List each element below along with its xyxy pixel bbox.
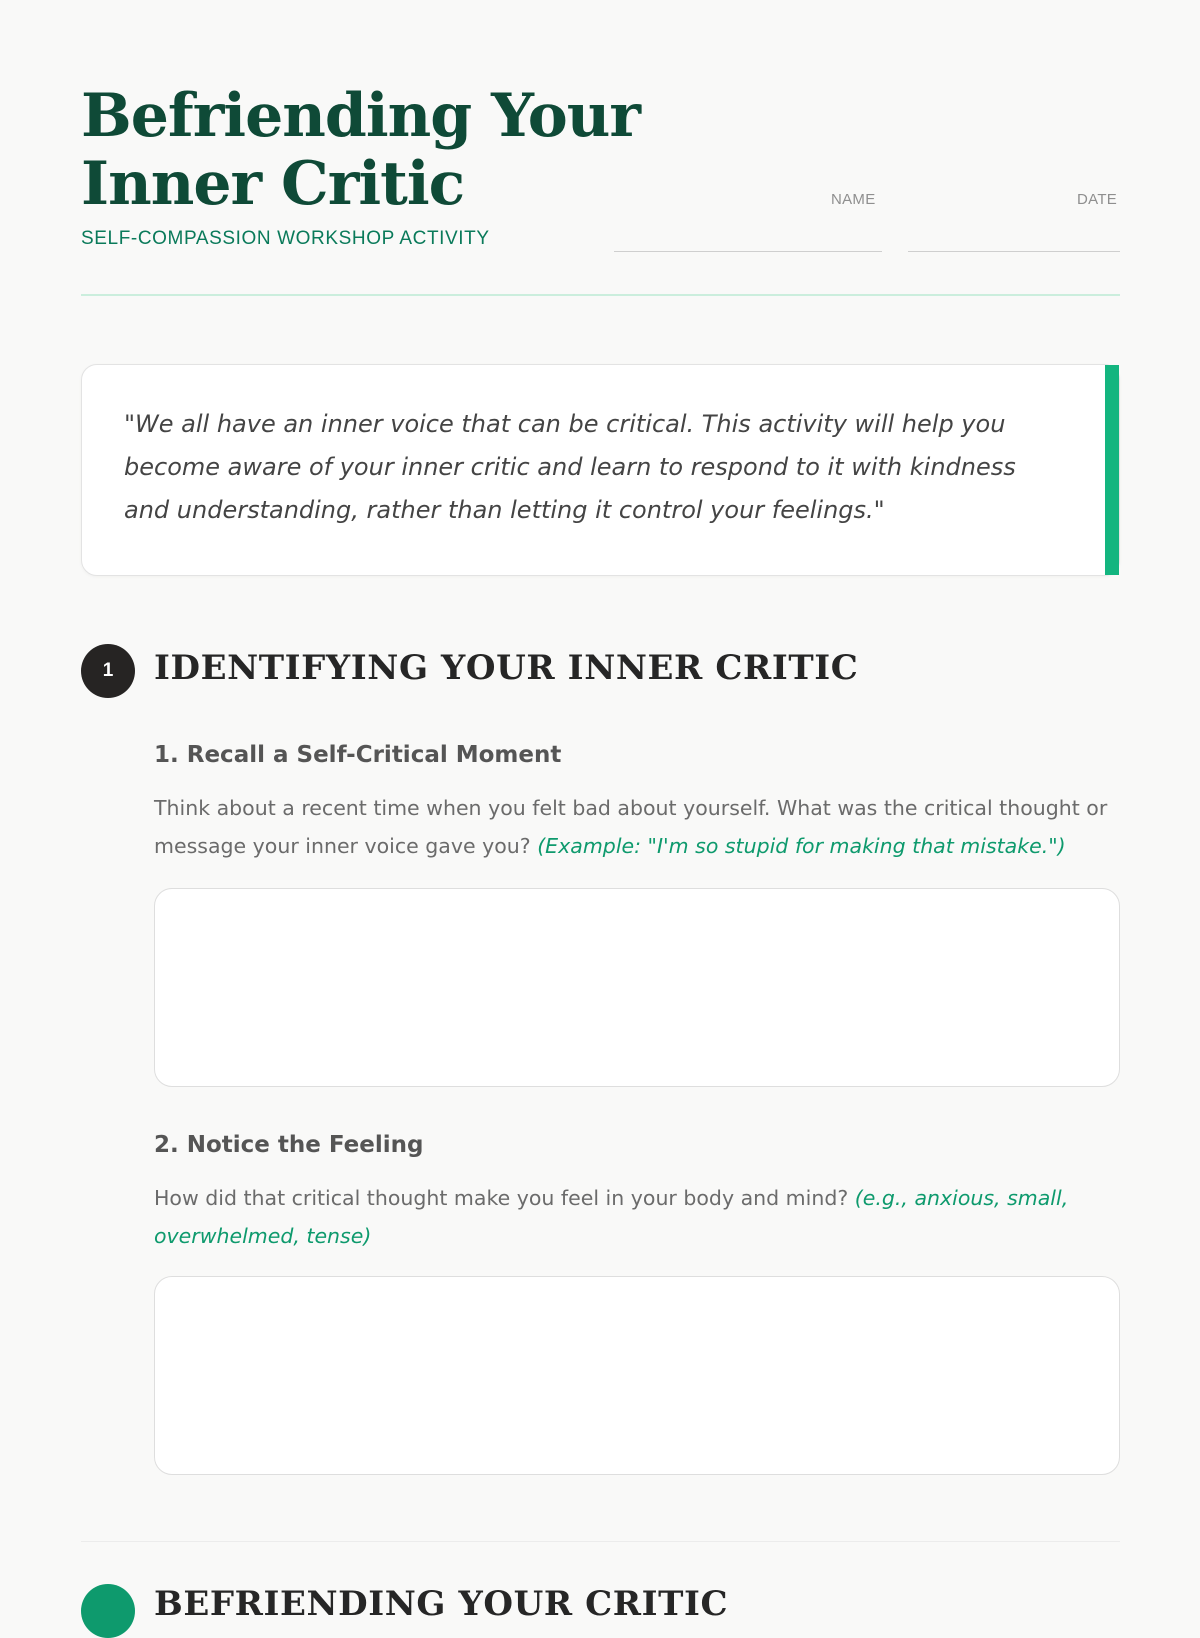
section-number-badge: 1 (81, 644, 135, 698)
prompt-text: Think about a recent time when you felt bad about yourself. What was the critical thought or message your inner voice gave you? (154, 796, 1108, 858)
question-prompt (154, 789, 1120, 865)
page-subtitle: SELF-COMPASSION WORKSHOP ACTIVITY (81, 228, 490, 249)
section-title: IDENTIFYING YOUR INNER CRITIC (154, 648, 859, 688)
date-label: DATE (1077, 191, 1118, 208)
section-title: BEFRIENDING YOUR CRITIC (154, 1584, 729, 1624)
section-number-badge (81, 1584, 135, 1638)
intro-quote-card (81, 364, 1120, 576)
quote-accent-bar (1105, 365, 1119, 575)
worksheet-page (81, 0, 1120, 1624)
intro-quote: "We all have an inner voice that can be critical. This activity will help you become aware of your inner critic and learn to respond to it with kindness and understanding, rather than letting it control your feelings." (124, 410, 1016, 524)
name-field[interactable] (614, 251, 882, 252)
answer-box[interactable] (154, 1276, 1120, 1475)
section-divider (81, 1541, 1120, 1542)
answer-box[interactable] (154, 888, 1120, 1087)
header-divider (81, 294, 1120, 296)
date-field[interactable] (908, 251, 1120, 252)
prompt-example: (e.g., anxious, small, overwhelmed, tense) (154, 1186, 1069, 1248)
question-title: 1. Recall a Self-Critical Moment (154, 742, 562, 768)
question-title: 2. Notice the Feeling (154, 1132, 424, 1158)
prompt-example: (Example: "I'm so stupid for making that mistake.") (537, 834, 1066, 858)
page-title: Befriending Your Inner Critic (81, 81, 640, 219)
question-prompt (154, 1179, 1120, 1255)
prompt-text: How did that critical thought make you feel in your body and mind? (154, 1186, 849, 1210)
name-label: NAME (831, 191, 876, 208)
